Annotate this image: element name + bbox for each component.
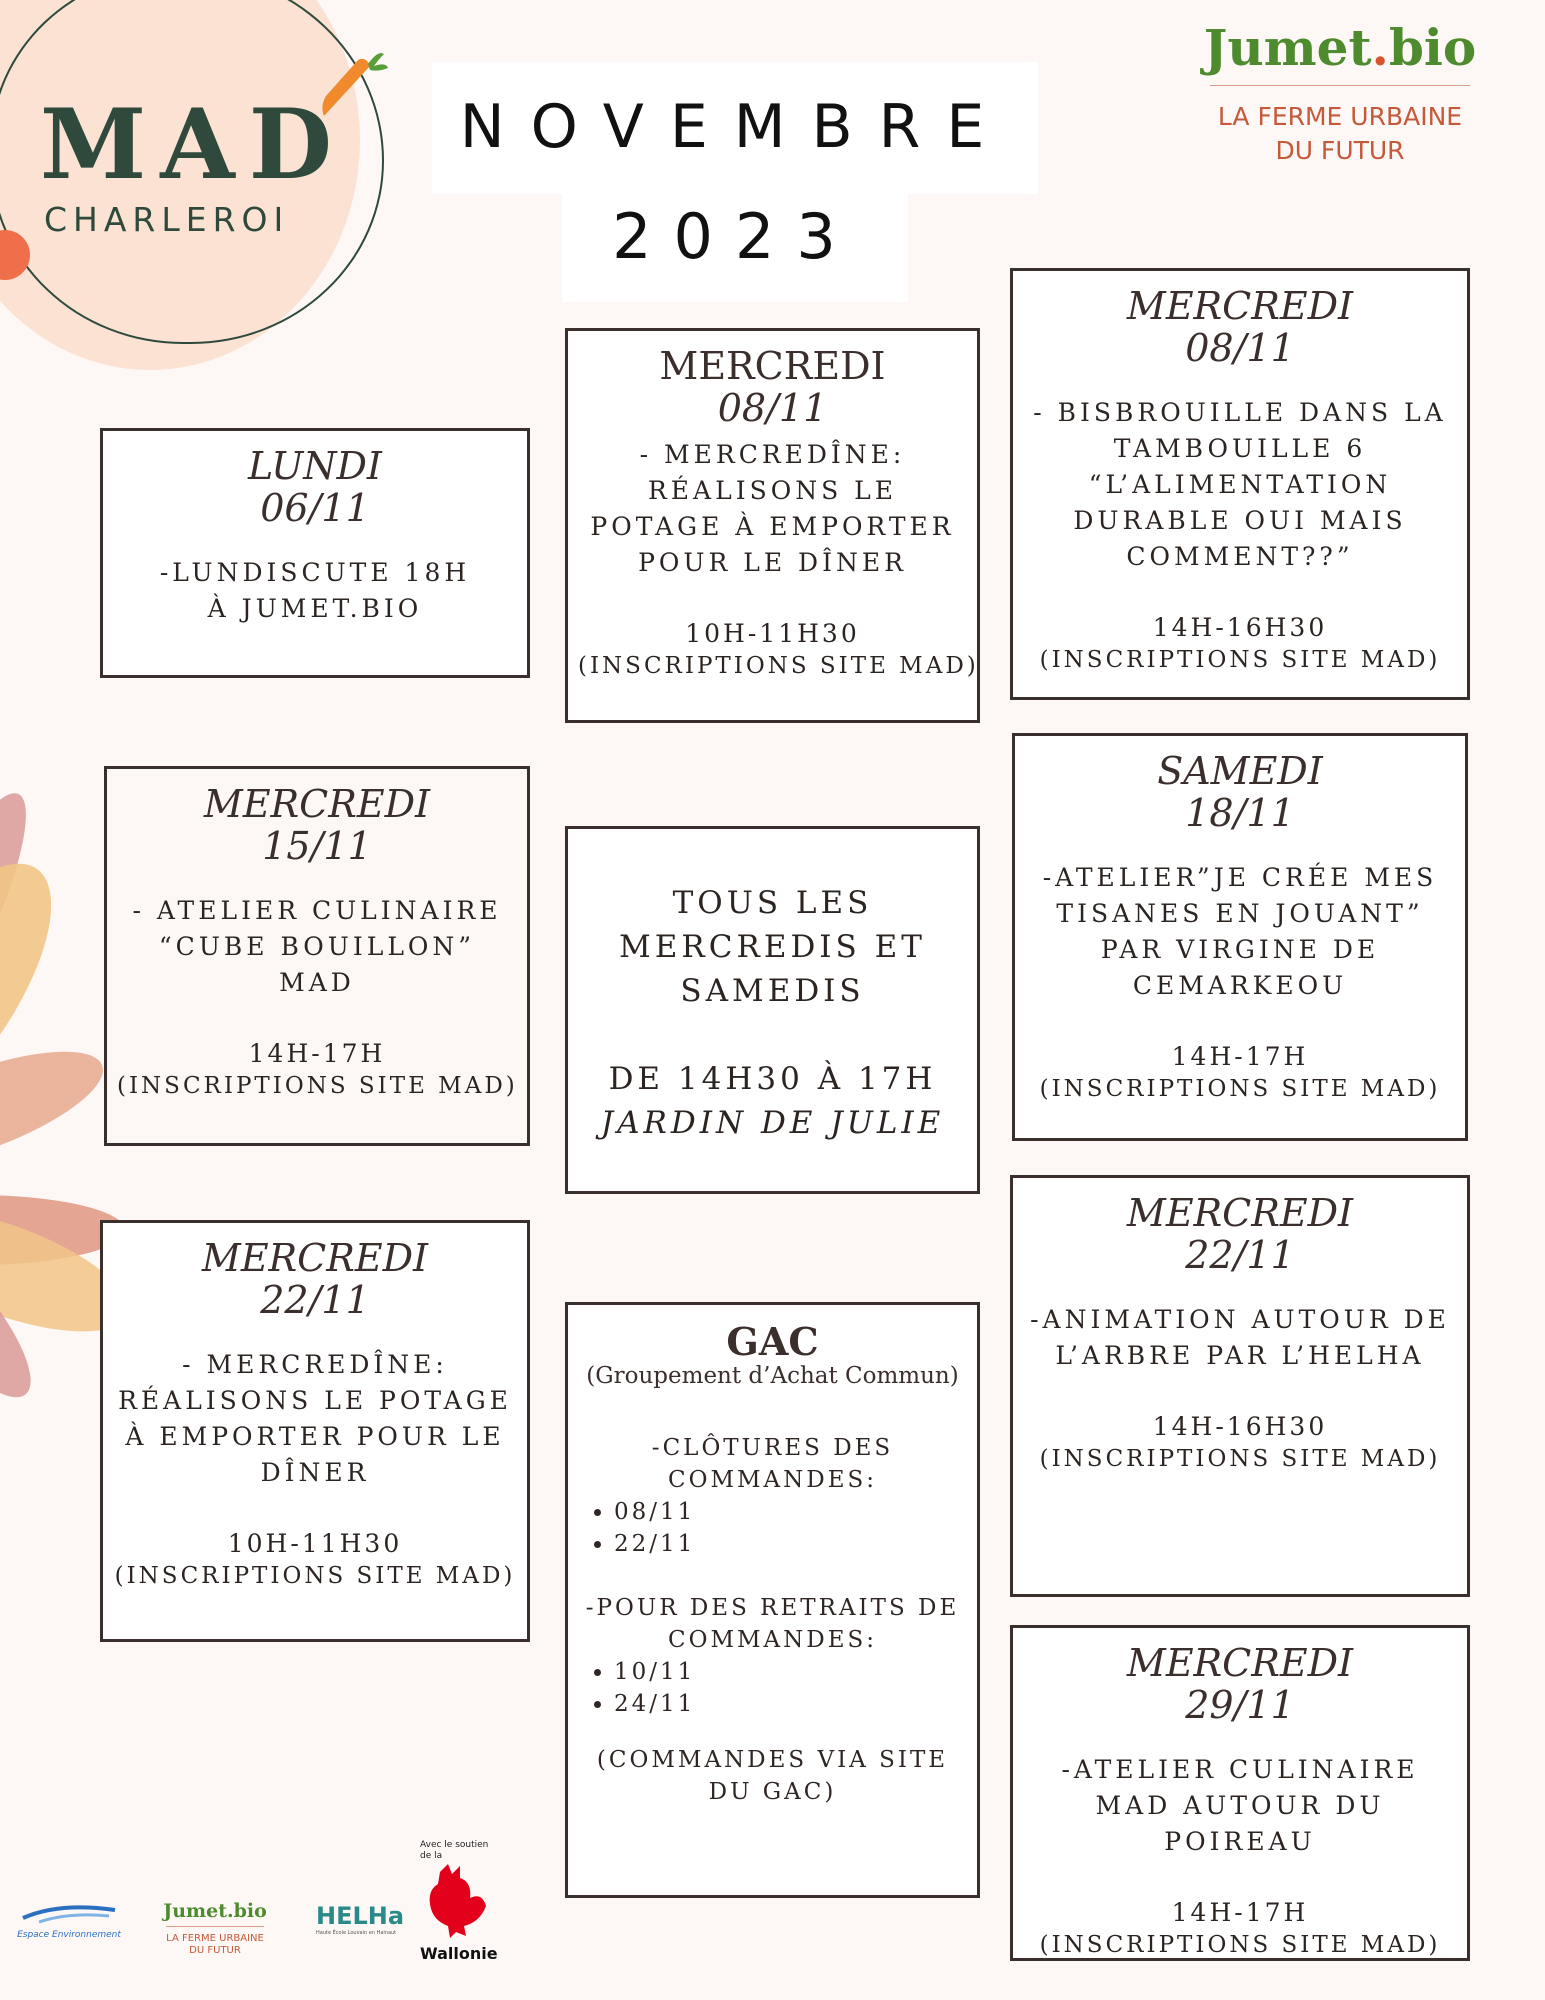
card-inscription: (INSCRIPTIONS SITE MAD) xyxy=(1039,647,1441,673)
card-text: - BISBROUILLE DANS LA TAMBOUILLE 6 “L’ALIMENTATION DURABLE OUI MAIS COMMENT??” xyxy=(1033,398,1447,571)
card-text: TOUS LES MERCREDIS ET SAMEDIS xyxy=(619,885,926,1009)
jumet-small-tag: LA FERME URBAINE xyxy=(166,1933,264,1944)
gac-closing-dates xyxy=(578,1496,967,1560)
card-day: MERCREDI xyxy=(1126,1191,1354,1235)
gac-closing-label: -CLÔTURES DES COMMANDES: xyxy=(651,1435,894,1493)
card-text: DE 14H30 À 17H xyxy=(608,1061,937,1097)
rooster-icon xyxy=(420,1862,490,1940)
list-item: • 24/11 xyxy=(614,1688,967,1720)
list-item: • 08/11 xyxy=(614,1496,967,1528)
card-inscription: (INSCRIPTIONS SITE MAD) xyxy=(117,1073,518,1099)
brand-logo xyxy=(1200,18,1480,168)
event-card-mercredi-0811-a xyxy=(565,328,980,723)
card-inscription: (INSCRIPTIONS SITE MAD) xyxy=(114,1563,516,1589)
list-item: • 10/11 xyxy=(614,1656,967,1688)
card-time: 10H-11H30 xyxy=(227,1529,403,1558)
espace-environnement-logo xyxy=(14,1900,124,1940)
card-date: 06/11 xyxy=(260,486,370,530)
gac-title: GAC xyxy=(726,1319,819,1364)
event-card-mercredi-2911 xyxy=(1010,1625,1470,1961)
helha-logo xyxy=(316,1902,406,1936)
card-day: MERCREDI xyxy=(659,344,886,388)
gac-pickup-dates xyxy=(578,1656,967,1720)
brand-tagline-1: LA FERME URBAINE xyxy=(1217,102,1463,131)
gac-card xyxy=(565,1302,980,1898)
helha-name: HELHa xyxy=(316,1902,405,1930)
wallonie-name: Wallonie xyxy=(420,1944,498,1963)
card-day: MERCREDI xyxy=(1126,1641,1354,1685)
card-date: 22/11 xyxy=(1185,1233,1295,1277)
gac-pickup-label: -POUR DES RETRAITS DE COMMANDES: xyxy=(585,1595,960,1653)
wallonie-logo xyxy=(420,1840,500,1963)
card-text: -ATELIER CULINAIRE MAD AUTOUR DU POIREAU xyxy=(1061,1755,1419,1856)
mad-title: MAD xyxy=(40,88,346,201)
card-inscription: (INSCRIPTIONS SITE MAD) xyxy=(1039,1076,1441,1102)
card-day: MERCREDI xyxy=(201,1236,429,1280)
card-text: -ATELIER”JE CRÉE MES TISANES EN JOUANT” PAR VIRGINE DE CEMARKEOU xyxy=(1042,863,1438,1000)
card-time: 14H-16H30 xyxy=(1152,613,1328,642)
card-text: - ATELIER CULINAIRE “CUBE BOUILLON” MAD xyxy=(132,896,502,997)
card-inscription: (INSCRIPTIONS SITE MAD) xyxy=(1039,1446,1441,1472)
card-inscription: (INSCRIPTIONS SITE MAD) xyxy=(1039,1932,1441,1958)
month-title: NOVEMBRE xyxy=(459,92,1011,162)
card-day: MERCREDI xyxy=(1126,284,1354,328)
card-text: - MERCREDÎNE: RÉALISONS LE POTAGE À EMPORTER POUR LE DÎNER xyxy=(118,1350,512,1487)
card-date: 15/11 xyxy=(262,824,372,868)
card-time: 14H-16H30 xyxy=(1152,1412,1328,1441)
mad-subtitle: CHARLEROI xyxy=(44,200,290,239)
event-card-mercredi-2211-b xyxy=(1010,1175,1470,1597)
swoosh-icon xyxy=(19,1900,119,1926)
jumet-small-tag: DU FUTUR xyxy=(189,1945,241,1956)
event-card-mercredi-1511 xyxy=(104,766,530,1146)
event-card-lundi-0611 xyxy=(100,428,530,678)
card-time: 14H-17H xyxy=(248,1039,386,1068)
card-date: 08/11 xyxy=(717,386,828,430)
card-day: LUNDI xyxy=(248,444,382,488)
year-title: 2023 xyxy=(612,200,858,273)
card-time: 14H-17H xyxy=(1171,1042,1309,1071)
helha-sub: Haute École Louvain en Hainaut xyxy=(316,1930,397,1936)
list-item: • 22/11 xyxy=(614,1528,967,1560)
card-inscription: (INSCRIPTIONS SITE MAD) xyxy=(578,653,979,679)
card-text: - MERCREDÎNE: RÉALISONS LE POTAGE À EMPORTER POUR LE DÎNER xyxy=(590,440,955,577)
event-card-mercredi-0811-b xyxy=(1010,268,1470,700)
card-line: À JUMET.BIO xyxy=(207,594,423,623)
card-time: 14H-17H xyxy=(1171,1898,1309,1927)
card-day: SAMEDI xyxy=(1157,749,1323,793)
gac-subtitle: (Groupement d’Achat Commun) xyxy=(586,1363,959,1389)
espace-label: Espace Environnement xyxy=(17,1930,121,1940)
wallonie-support: Avec le soutien de la xyxy=(420,1840,489,1861)
jumet-small-name: Jumet.bio xyxy=(163,1900,267,1922)
card-line: -LUNDISCUTE 18H xyxy=(159,558,471,587)
event-card-samedi-1811 xyxy=(1012,733,1468,1141)
jumet-small-logo xyxy=(160,1900,270,1957)
card-text: -ANIMATION AUTOUR DE L’ARBRE PAR L’HELHA xyxy=(1030,1305,1450,1370)
card-date: 29/11 xyxy=(1185,1683,1295,1727)
card-text: JARDIN DE JULIE xyxy=(600,1105,945,1141)
event-card-jardin xyxy=(565,826,980,1194)
brand-tagline-2: DU FUTUR xyxy=(1275,136,1405,165)
gac-note: (COMMANDES VIA SITE DU GAC) xyxy=(596,1747,949,1805)
event-card-mercredi-2211-a xyxy=(100,1220,530,1642)
card-day: MERCREDI xyxy=(203,782,431,826)
card-date: 18/11 xyxy=(1185,791,1295,835)
brand-divider xyxy=(1210,85,1470,86)
brand-name: Jumet.bio xyxy=(1203,18,1477,77)
card-time: 10H-11H30 xyxy=(685,619,860,648)
card-date: 08/11 xyxy=(1185,326,1295,370)
card-date: 22/11 xyxy=(260,1278,370,1322)
